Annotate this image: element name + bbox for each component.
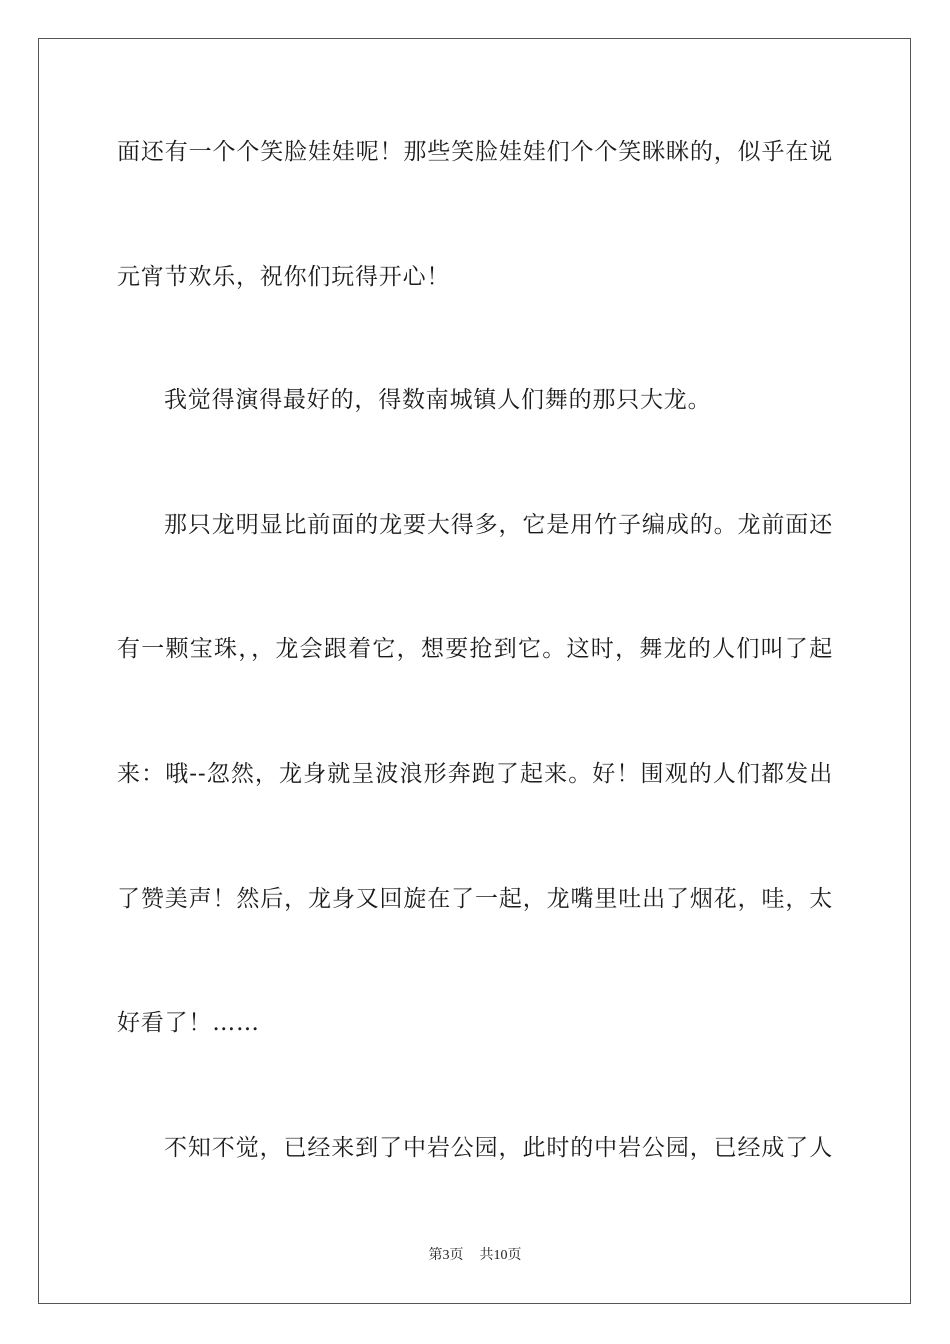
page-number-total: 共10页 xyxy=(479,1248,522,1263)
text-line-5: 有一颗宝珠，，龙会跟着它，想要抢到它。这时，舞龙的人们叫了起 xyxy=(117,636,833,662)
text-line-9: 不知不觉，已经来到了中岩公园，此时的中岩公园，已经成了人 xyxy=(164,1135,833,1161)
text-line-6: 来：哦--忽然，龙身就呈波浪形奔跑了起来。好！围观的人们都发出 xyxy=(117,761,833,787)
text-line-4: 那只龙明显比前面的龙要大得多，它是用竹子编成的。龙前面还 xyxy=(164,512,833,538)
text-line-7: 了赞美声！然后，龙身又回旋在了一起，龙嘴里吐出了烟花，哇，太 xyxy=(117,886,833,912)
page-footer xyxy=(0,1247,950,1265)
text-line-3: 我觉得演得最好的，得数南城镇人们舞的那只大龙。 xyxy=(164,387,712,413)
text-line-8: 好看了！…… xyxy=(117,1010,260,1036)
text-line-1: 面还有一个个笑脸娃娃呢！那些笑脸娃娃们个个笑眯眯的，似乎在说 xyxy=(117,139,833,165)
page-border xyxy=(38,38,911,1304)
page-number-current: 第3页 xyxy=(428,1248,464,1263)
text-line-2: 元宵节欢乐，祝你们玩得开心！ xyxy=(117,264,451,290)
